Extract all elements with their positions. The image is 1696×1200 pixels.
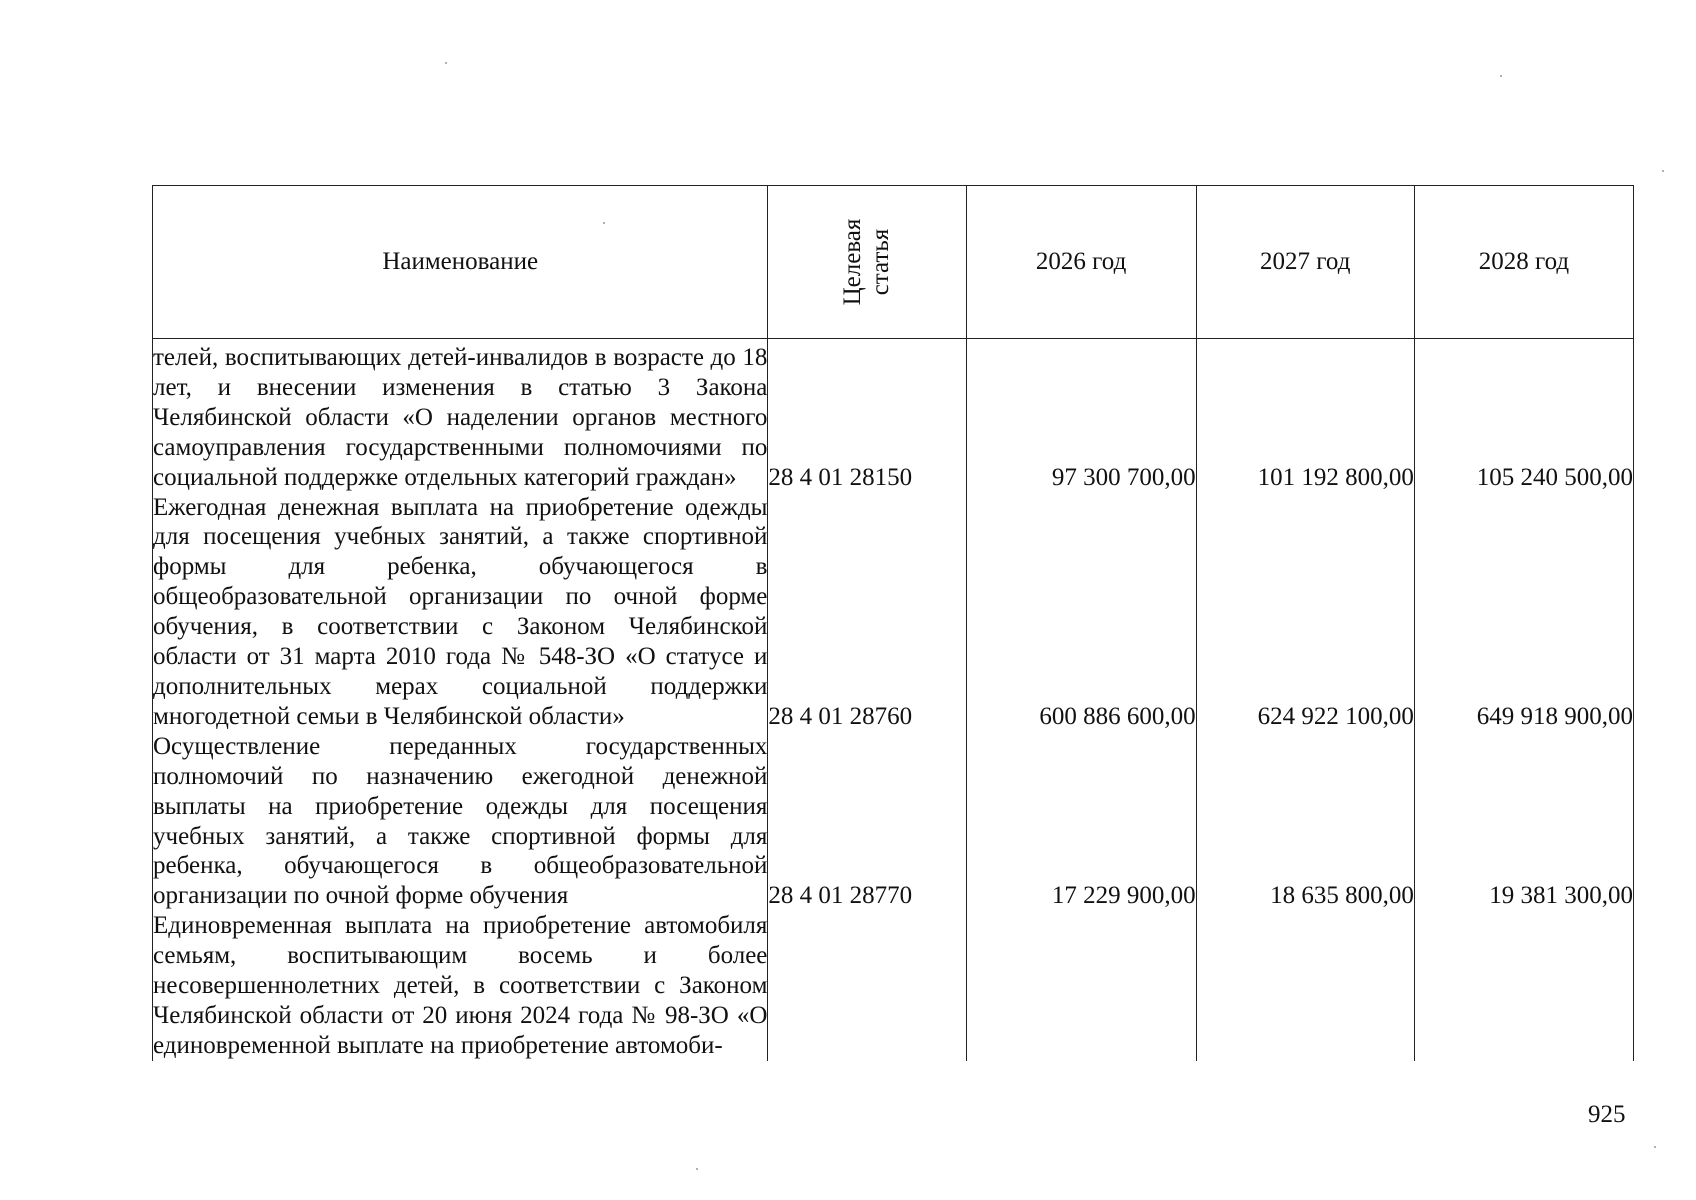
- header-target-article-line2: статья: [866, 228, 894, 296]
- row-name: Ежегодная денежная выплата на приобретение одежды для посещения учебных занятий, а также спортивной формы для ребенка, обучающегося в общеобразовательной организации по очной форме обучения, в соответствии с Законом Челябинской области от 31 марта 2010 года № 548-ЗО «О статусе и дополнительных мерах социальной поддержки многодетной семьи в Челябинской области»: [153, 493, 768, 730]
- row-amount-2026: 17 229 900,00: [966, 732, 1196, 911]
- header-target-article-line1: Целевая: [838, 218, 866, 306]
- row-amount-2027: 624 922 100,00: [1196, 493, 1414, 732]
- scan-speck: [696, 1168, 698, 1170]
- row-amount-2028: 105 240 500,00: [1414, 339, 1633, 493]
- row-code: [768, 911, 966, 1061]
- header-year-2028: 2028 год: [1414, 186, 1633, 339]
- header-year-2027: 2027 год: [1196, 186, 1414, 339]
- row-code: 28 4 01 28760: [768, 493, 966, 732]
- scan-speck: [445, 62, 447, 64]
- scan-speck: [1654, 1146, 1656, 1148]
- row-amount-2028: 19 381 300,00: [1414, 732, 1633, 911]
- table-row: [153, 493, 1634, 732]
- table-row: [153, 339, 1634, 493]
- row-code: 28 4 01 28150: [768, 339, 966, 493]
- row-amount-2028: 649 918 900,00: [1414, 493, 1633, 732]
- scan-speck: [603, 222, 605, 224]
- row-amount-2026: 97 300 700,00: [966, 339, 1196, 493]
- row-amount-2027: [1196, 911, 1414, 1061]
- budget-table: [152, 185, 1634, 1061]
- scan-speck: [1662, 170, 1664, 172]
- header-name: Наименование: [153, 186, 768, 339]
- row-code: 28 4 01 28770: [768, 732, 966, 911]
- row-name: Осуществление переданных государственных полномочий по назначению ежегодной денежной выплаты на приобретение одежды для посещения учебных занятий, а также спортивной формы для ребенка, обучающегося в общеобразовательной организации по очной форме обучения: [153, 732, 768, 910]
- row-amount-2027: 101 192 800,00: [1196, 339, 1414, 493]
- table-header-row: [153, 186, 1634, 339]
- row-amount-2026: [966, 911, 1196, 1061]
- table-row: [153, 732, 1634, 911]
- row-amount-2028: [1414, 911, 1633, 1061]
- table-row: [153, 911, 1634, 1061]
- page-number: 925: [1588, 1101, 1626, 1128]
- scan-speck: [1500, 75, 1502, 77]
- row-name: телей, воспитывающих детей-инвалидов в возрасте до 18 лет, и внесении изменения в статью 3 Закона Челябинской области «О наделении органов местного самоуправления государственными полномочиями по социальной поддержке отдельных категорий граждан»: [153, 339, 768, 493]
- row-name: Единовременная выплата на приобретение автомобиля семьям, воспитывающим восемь и более несовершеннолетних детей, в соответствии с Законом Челябинской области от 20 июня 2024 года № 98-ЗО «О единовременной выплате на приобретение автомоби-: [153, 912, 768, 1059]
- header-year-2026: 2026 год: [966, 186, 1196, 339]
- header-target-article: [768, 186, 966, 339]
- row-amount-2026: 600 886 600,00: [966, 493, 1196, 732]
- row-amount-2027: 18 635 800,00: [1196, 732, 1414, 911]
